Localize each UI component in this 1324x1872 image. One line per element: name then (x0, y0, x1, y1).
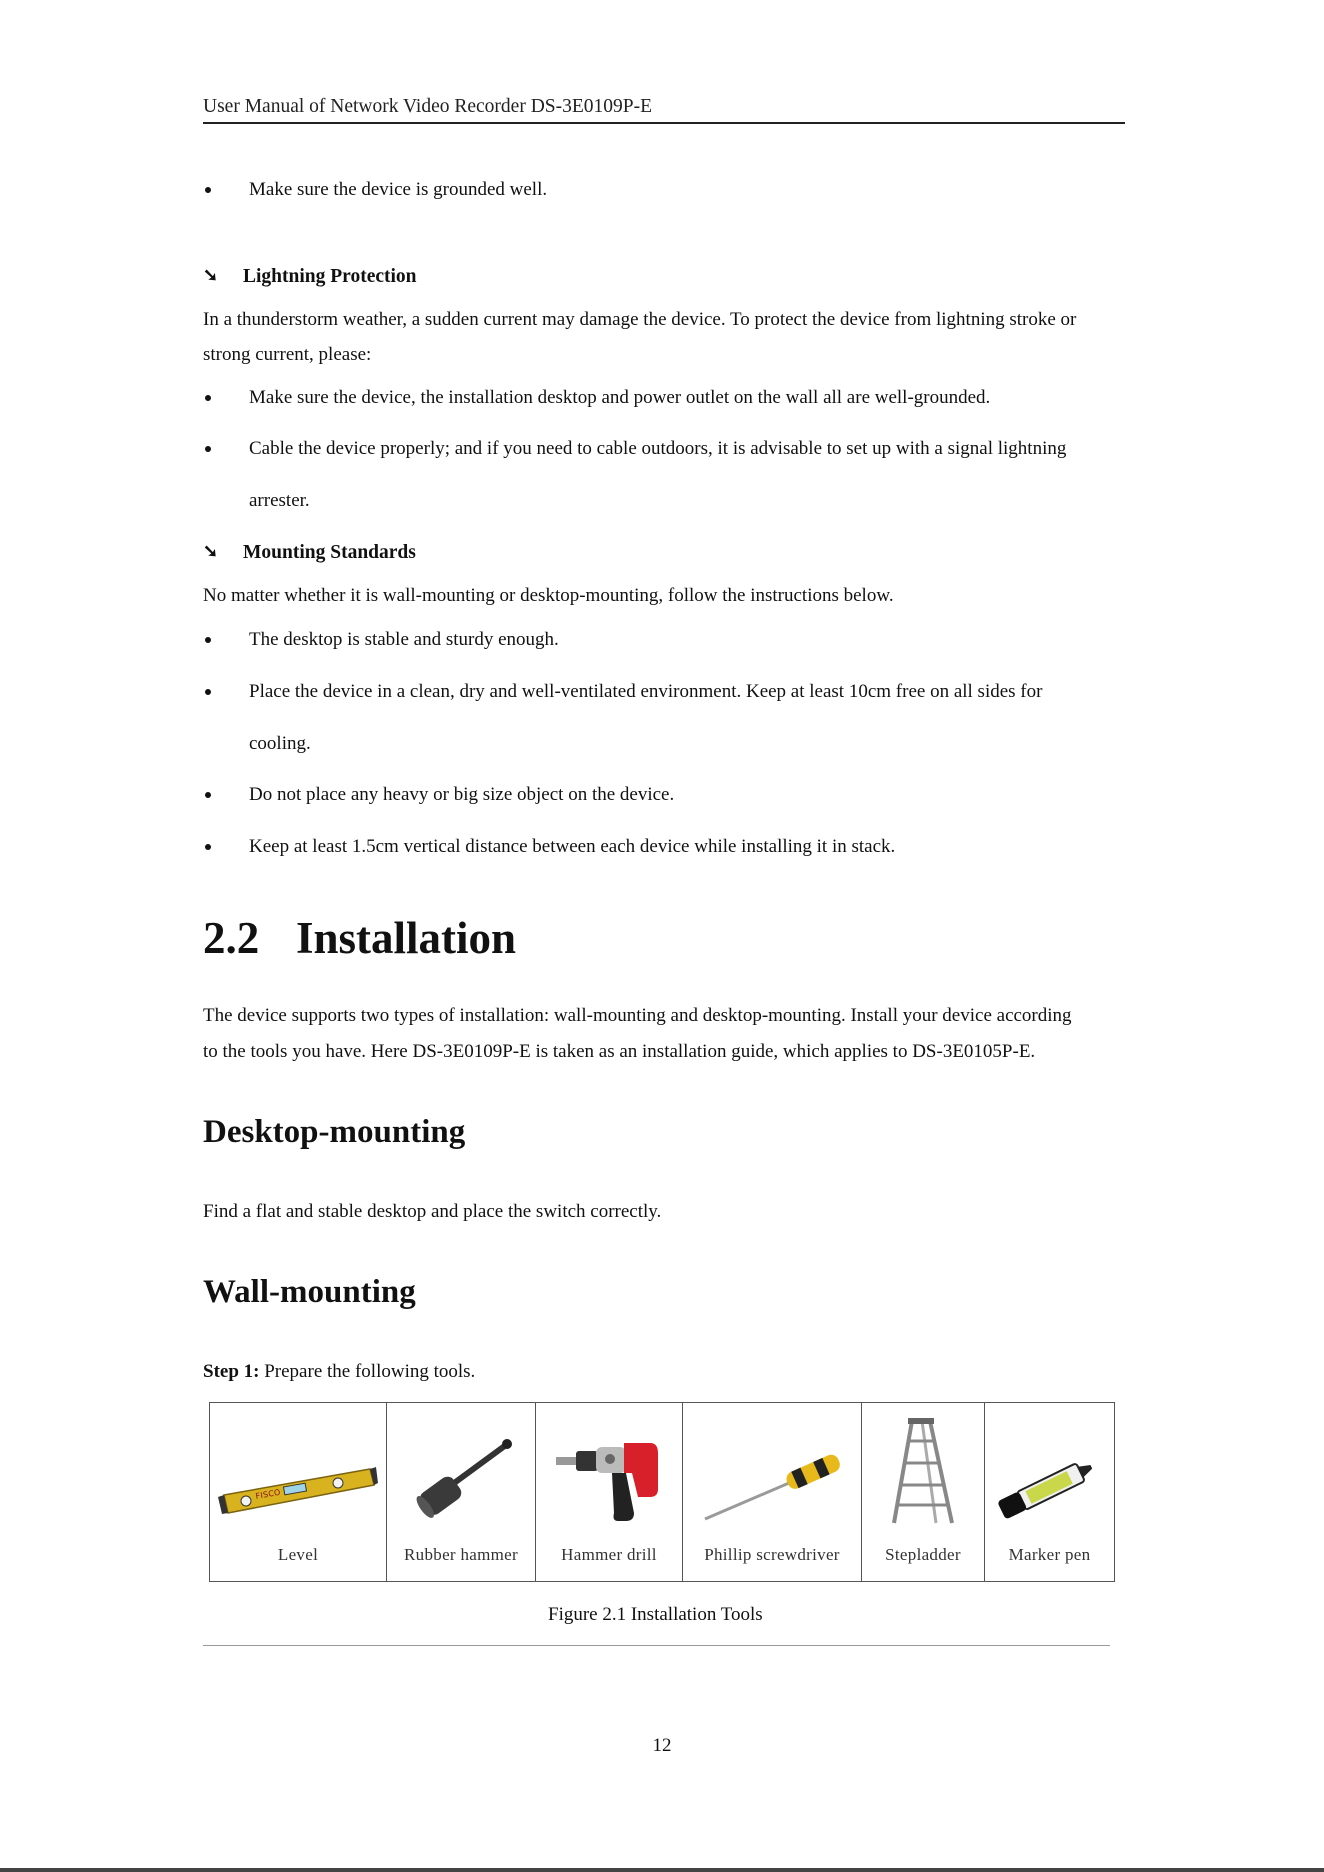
rubber-hammer-icon (406, 1437, 516, 1527)
desktop-mounting-heading: Desktop-mounting (203, 1114, 466, 1150)
lightning-bullet-1: Make sure the device, the installation desktop and power outlet on the wall all are well-grounded. (249, 387, 991, 408)
bullet-dot (205, 446, 211, 452)
tool-label: Hammer drill (561, 1545, 657, 1564)
lightning-protection-title: Lightning Protection (243, 266, 417, 287)
tool-label: Phillip screwdriver (704, 1545, 840, 1564)
mounting-bullet-3: Do not place any heavy or big size object on the device. (249, 784, 675, 805)
tool-cell-marker-pen (985, 1403, 1115, 1582)
mounting-bullet-2-cont: cooling. (249, 733, 311, 754)
bullet-dot (205, 689, 211, 695)
tool-cell-screwdriver (683, 1403, 862, 1582)
tool-label: Rubber hammer (404, 1545, 518, 1564)
desktop-mounting-para: Find a flat and stable desktop and place the switch correctly. (203, 1201, 662, 1222)
mounting-standards-title: Mounting Standards (243, 542, 416, 563)
level-icon (218, 1457, 378, 1527)
step-1 (203, 1362, 475, 1381)
bullet-dot (205, 844, 211, 850)
tool-label: Stepladder (885, 1545, 961, 1564)
wall-mounting-heading: Wall-mounting (203, 1274, 416, 1310)
lightning-bullet-2-cont: arrester. (249, 490, 310, 511)
mounting-para: No matter whether it is wall-mounting or desktop-mounting, follow the instructions below. (203, 585, 894, 606)
stepladder-icon (888, 1417, 958, 1527)
bullet-dot (205, 395, 211, 401)
tool-label: Level (277, 1545, 319, 1564)
tool-label: Marker pen (1008, 1545, 1091, 1564)
bottom-edge (0, 1868, 1324, 1872)
footer-divider (203, 1645, 1110, 1646)
tool-cell-stepladder (862, 1403, 985, 1582)
tool-cell-level (210, 1403, 387, 1582)
lightning-para-line2: strong current, please: (203, 344, 372, 365)
page-header: User Manual of Network Video Recorder DS-3E0109P-E (203, 96, 1125, 124)
figure-caption: Figure 2.1 Installation Tools (548, 1604, 763, 1625)
installation-tools-table (209, 1402, 1115, 1582)
svg-text:FISCO: FISCO (254, 1487, 282, 1501)
section-arrow-icon: ➘ (203, 265, 219, 285)
installation-heading: Installation (296, 913, 517, 963)
hammer-drill-icon (554, 1437, 664, 1527)
tool-cell-rubber-hammer (387, 1403, 536, 1582)
bullet-dot (205, 187, 211, 193)
installation-para-line1: The device supports two types of installation: wall-mounting and desktop-mounting. Install your device according (203, 1005, 1072, 1026)
mounting-bullet-4: Keep at least 1.5cm vertical distance between each device while installing it in stack. (249, 836, 896, 857)
section-arrow-icon: ➘ (203, 541, 219, 561)
lightning-bullet-2: Cable the device properly; and if you need to cable outdoors, it is advisable to set up with a signal lightning (249, 438, 1067, 459)
mounting-bullet-1: The desktop is stable and sturdy enough. (249, 629, 559, 650)
tool-cell-hammer-drill (536, 1403, 683, 1582)
marker-pen-icon (992, 1447, 1107, 1527)
step-label: Step 1: (203, 1361, 260, 1382)
bullet-dot (205, 792, 211, 798)
mounting-bullet-2: Place the device in a clean, dry and well-ventilated environment. Keep at least 10cm free on all sides for (249, 681, 1043, 702)
screwdriver-icon (697, 1447, 847, 1527)
bullet-dot (205, 637, 211, 643)
lightning-para-line1: In a thunderstorm weather, a sudden current may damage the device. To protect the device from lightning stroke or (203, 309, 1077, 330)
intro-bullet-text: Make sure the device is grounded well. (249, 179, 548, 200)
section-number: 2.2 (203, 913, 260, 963)
installation-para-line2: to the tools you have. Here DS-3E0109P-E is taken as an installation guide, which applies to DS-3E0105P-E. (203, 1041, 1036, 1062)
page-number: 12 (652, 1735, 672, 1756)
step-text: Prepare the following tools. (259, 1361, 476, 1382)
